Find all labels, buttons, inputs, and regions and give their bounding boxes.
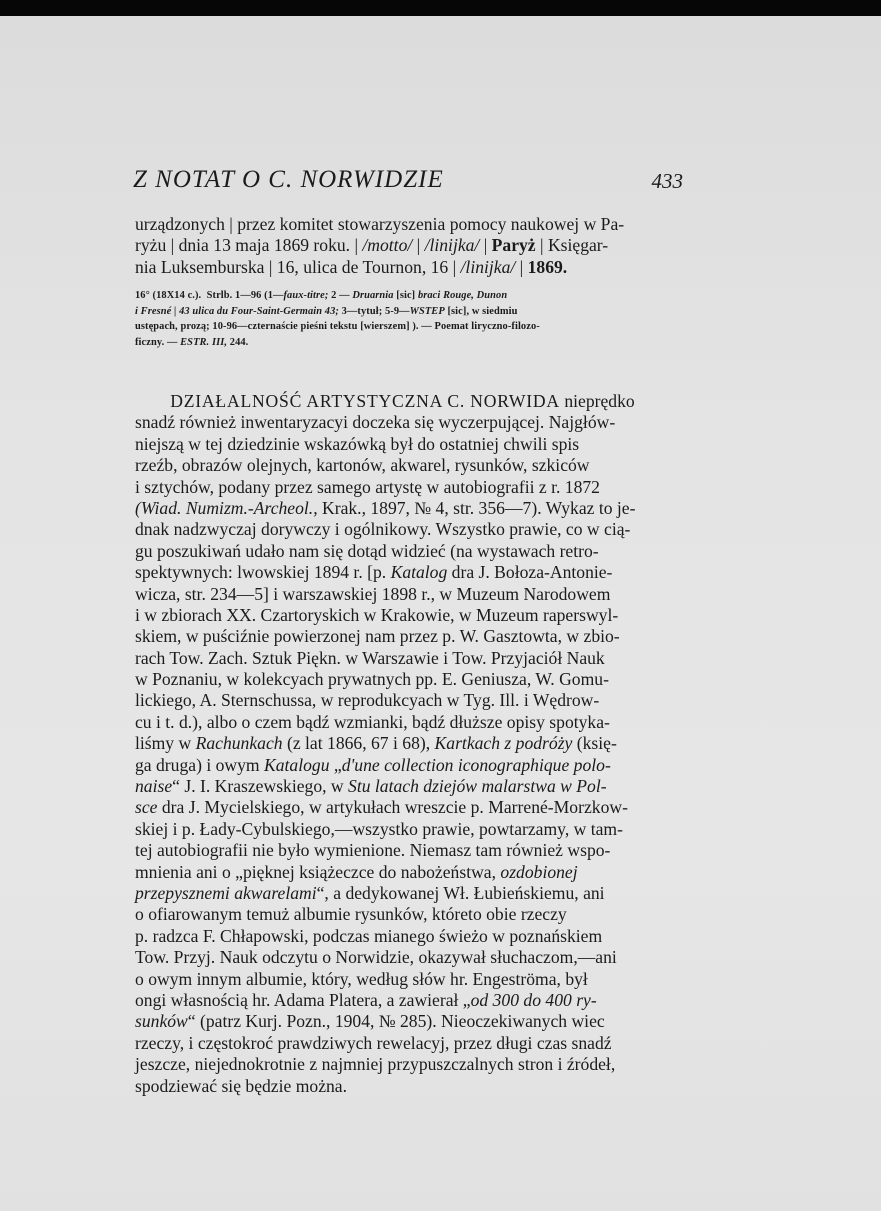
book-page	[0, 16, 881, 1211]
text-line: sce dra J. Mycielskiego, w artykułach wreszcie p. Marrené-Morzkow-	[135, 797, 628, 818]
text-line: dnak nadzwyczaj dorywczy i ogólnikowy. Wszystko prawie, co w cią-	[135, 519, 631, 540]
text-line: sunków“ (patrz Kurj. Pozn., 1904, № 285). Nieoczekiwanych wiec	[135, 1011, 605, 1032]
scan-top-border	[0, 0, 881, 16]
text-line: wicza, str. 234—5] i warszawskiej 1898 r., w Muzeum Narodowem	[135, 583, 611, 604]
running-title: Z NOTAT O C. NORWIDZIE	[133, 166, 444, 193]
text-line: spodziewać się będzie można.	[135, 1075, 348, 1096]
text-line: urządzonych | przez komitet stowarzyszenia pomocy naukowej w Pa-	[135, 214, 625, 234]
text-line: rzeźb, obrazów olejnych, kartonów, akwarel, rysunków, szkiców	[135, 455, 590, 476]
text-line: nia Luksemburska | 16, ulica de Tournon, 16 | /linijka/ | 1869.	[135, 256, 568, 277]
main-paragraph	[135, 391, 680, 1097]
text-line: naise“ J. I. Kraszewskiego, w Stu latach dziejów malarstwa w Pol-	[135, 776, 607, 797]
text-line: tej autobiografii nie było wymienione. Niemasz tam również wspo-	[135, 840, 611, 861]
text-line: spektywnych: lwowskiej 1894 r. [p. Katalog dra J. Bołoza-Antonie-	[135, 562, 613, 583]
text-line: przepysznemi akwarelami“, a dedykowanej Wł. Łubieńskiemu, ani	[135, 882, 605, 903]
text-line: i w zbiorach XX. Czartoryskich w Krakowie, w Muzeum raperswyl-	[135, 604, 619, 625]
text-line: jeszcze, niejednokrotnie z najmniej przypuszczalnych stron i źródeł,	[135, 1054, 616, 1075]
note-line: ficzny. — ESTR. III, 244.	[135, 336, 249, 348]
text-line: i sztychów, podany przez samego artystę w autobiografii z r. 1872	[135, 476, 600, 497]
text-line: snadź również inwentaryzacyi doczeka się wyczerpującej. Najgłów-	[135, 412, 616, 433]
text-line: Tow. Przyj. Nauk odczytu o Norwidzie, okazywał słuchaczom,—ani	[135, 947, 617, 968]
bibliographic-entry	[135, 214, 680, 278]
bibliographic-note	[135, 288, 680, 350]
text-line: ongi własnością hr. Adama Platera, a zawierał „od 300 do 400 ry-	[135, 989, 597, 1010]
text-line: w Poznaniu, w kolekcyach prywatnych pp. E. Geniusza, W. Gomu-	[135, 669, 609, 690]
page-number: 433	[651, 169, 683, 193]
text-line: ga druga) i owym Katalogu „d'une collection iconographique polo-	[135, 754, 611, 775]
text-line: skiem, w puściźnie powierzonej nam przez p. W. Gasztowta, w zbio-	[135, 626, 620, 647]
text-line: DZIAŁALNOŚĆ ARTYSTYCZNA C. NORWIDA nieprędko	[170, 391, 635, 411]
text-line: niejszą w tej dziedzinie wskazówką był do ostatniej chwili spis	[135, 433, 580, 454]
text-line: o ofiarowanym temuż albumie rysunków, któreto obie rzeczy	[135, 904, 567, 925]
text-line: (Wiad. Numizm.-Archeol., Krak., 1897, № 4, str. 356—7). Wykaz to je-	[135, 497, 636, 518]
note-line: ustępach, prozą; 10-96—czternaście pieśni tekstu [wierszem] ). — Poemat liryczno-filozo-	[135, 321, 540, 333]
text-line: cu i t. d.), albo o czem bądź wzmianki, bądź dłuższe opisy spotyka-	[135, 711, 610, 732]
text-line: mnienia ani o „pięknej książeczce do nabożeństwa, ozdobionej	[135, 861, 578, 882]
text-line: gu poszukiwań udało nam się dotąd widzieć (na wystawach retro-	[135, 540, 599, 561]
text-line: ryżu | dnia 13 maja 1869 roku. | /motto/ | /linijka/ | Paryż | Księgar-	[135, 235, 609, 256]
note-line: i Fresné | 43 ulica du Four-Saint-Germain 43; 3—tytuł; 5-9—WSTEP [sic], w siedmiu	[135, 305, 518, 317]
text-line: o owym innym albumie, który, według słów hr. Engeströma, był	[135, 968, 588, 989]
text-line: skiej i p. Łady-Cybulskiego,—wszystko prawie, powtarzamy, w tam-	[135, 818, 623, 839]
text-line: rach Tow. Zach. Sztuk Piękn. w Warszawie i Tow. Przyjaciół Nauk	[135, 647, 605, 668]
text-line: liśmy w Rachunkach (z lat 1866, 67 i 68), Kartkach z podróży (księ-	[135, 733, 617, 754]
note-line: 16° (18X14 c.). Strlb. 1—96 (1—faux-titre; 2 — Druarnia [sic] braci Rouge, Dunon	[135, 290, 508, 301]
text-line: rzeczy, i częstokroć prawdziwych rewelacyj, przez długi czas snadź	[135, 1032, 612, 1053]
page-header	[133, 166, 683, 206]
text-line: lickiego, A. Sternschussa, w reprodukcyach w Tyg. Ill. i Wędrow-	[135, 690, 600, 711]
text-line: p. radzca F. Chłapowski, podczas mianego świeżo w poznańskiem	[135, 925, 603, 946]
